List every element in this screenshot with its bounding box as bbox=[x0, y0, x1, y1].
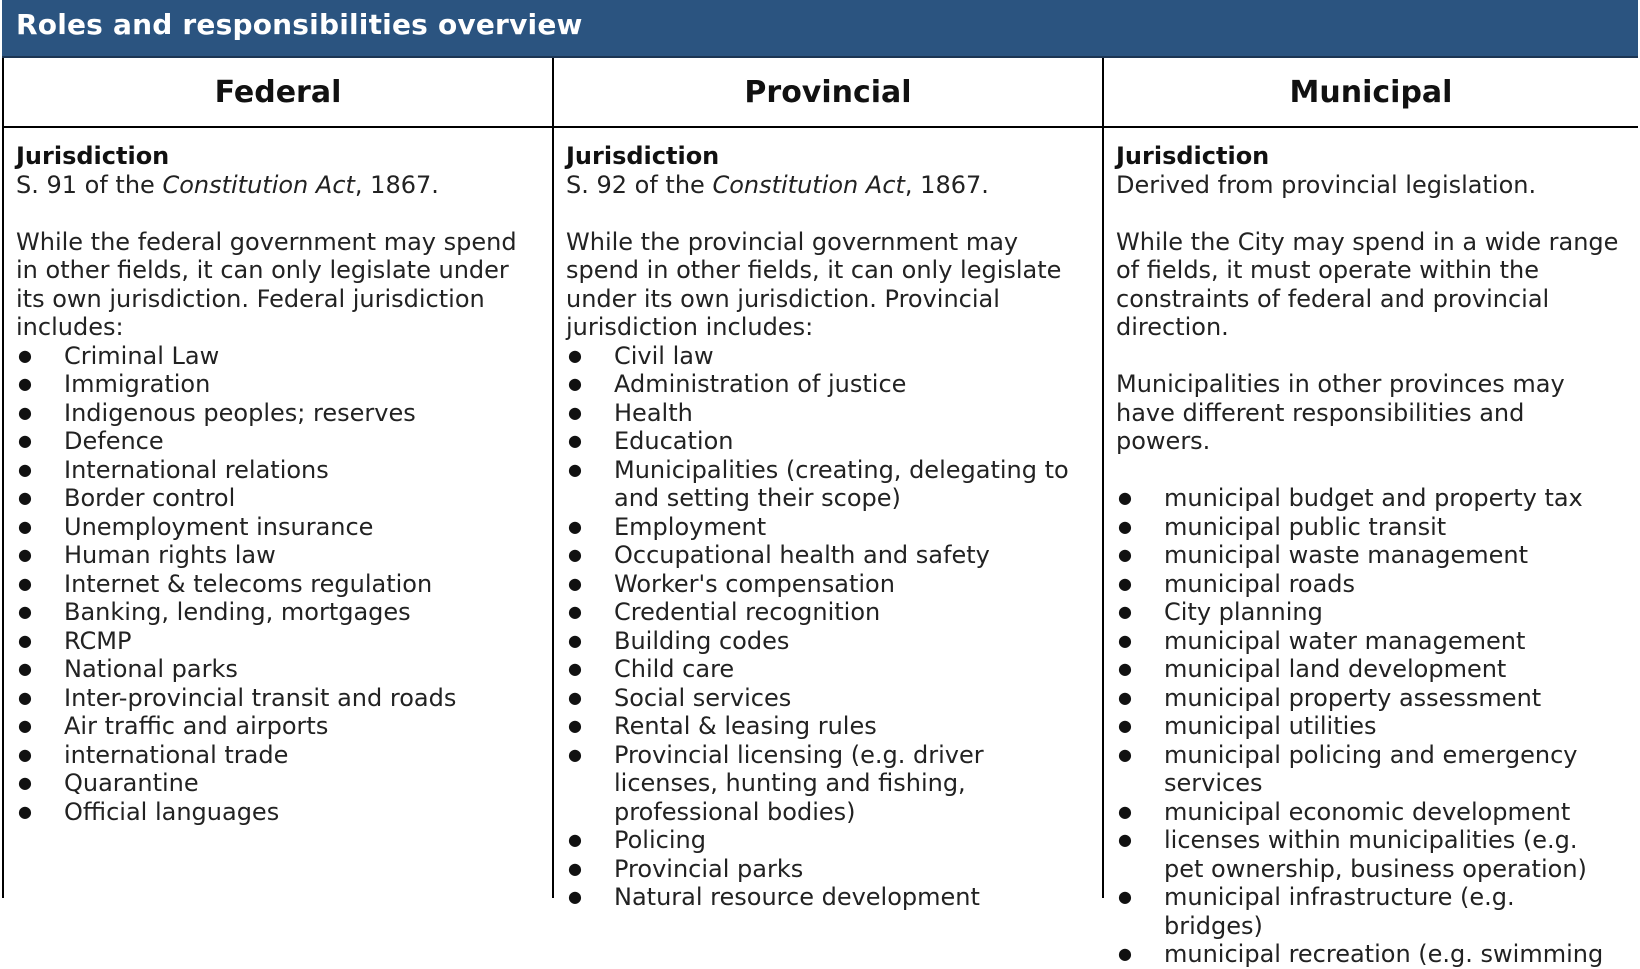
federal-list-item: ● Immigration bbox=[16, 370, 540, 399]
municipal-list bbox=[1116, 484, 1626, 969]
provincial-source-suffix: , 1867. bbox=[904, 170, 989, 199]
municipal-list-item: ● municipal roads bbox=[1116, 570, 1609, 599]
provincial-list-item: ● Occupational health and safety bbox=[566, 541, 1084, 570]
municipal-list-item: ● municipal policing and emergency services bbox=[1116, 741, 1609, 798]
municipal-list-item: ● municipal waste management bbox=[1116, 541, 1609, 570]
provincial-list-item: ● Health bbox=[566, 399, 1084, 428]
federal-source bbox=[16, 171, 540, 200]
municipal-list-item: ● City planning bbox=[1116, 598, 1609, 627]
municipal-heading: Municipal bbox=[1289, 74, 1453, 110]
provincial-list-item: ● Provincial licensing (e.g. driver licenses, hunting and fishing, professional bodies) bbox=[566, 741, 1084, 827]
provincial-source bbox=[566, 171, 1090, 200]
federal-list-item: ● Official languages bbox=[16, 798, 540, 827]
provincial-list-item: ● Administration of justice bbox=[566, 370, 1084, 399]
federal-list-item: ● Border control bbox=[16, 484, 540, 513]
provincial-list-item: ● Rental & leasing rules bbox=[566, 712, 1084, 741]
federal-body bbox=[4, 128, 552, 826]
municipal-list-item: ● licenses within municipalities (e.g. pet ownership, business operation) bbox=[1116, 826, 1609, 883]
provincial-list bbox=[566, 342, 1090, 912]
federal-description: While the federal government may spend in other fields, it can only legislate under its own jurisdiction. Federal jurisdiction includes: bbox=[16, 227, 517, 341]
provincial-list-item: ● Employment bbox=[566, 513, 1084, 542]
federal-list bbox=[16, 342, 540, 827]
provincial-header bbox=[554, 58, 1102, 128]
municipal-note: Municipalities in other provinces may have different responsibilities and powers. bbox=[1116, 370, 1565, 455]
municipal-list-item: ● municipal infrastructure (e.g. bridges) bbox=[1116, 883, 1609, 940]
federal-list-item: ● international trade bbox=[16, 741, 540, 770]
federal-list-item: ● Indigenous peoples; reserves bbox=[16, 399, 540, 428]
federal-list-item: ● Internet & telecoms regulation bbox=[16, 570, 540, 599]
municipal-list-item: ● municipal property assessment bbox=[1116, 684, 1609, 713]
provincial-list-item: ● Child care bbox=[566, 655, 1084, 684]
federal-header bbox=[4, 58, 552, 128]
municipal-source: Derived from provincial legislation. bbox=[1116, 170, 1537, 199]
federal-list-item: ● Human rights law bbox=[16, 541, 540, 570]
federal-list-item: ● Defence bbox=[16, 427, 540, 456]
provincial-body bbox=[554, 128, 1102, 912]
federal-source-prefix: S. 91 of the bbox=[16, 170, 163, 199]
federal-list-item: ● Air traffic and airports bbox=[16, 712, 540, 741]
provincial-column bbox=[554, 58, 1104, 911]
provincial-list-item: ● Worker's compensation bbox=[566, 570, 1084, 599]
federal-column bbox=[4, 58, 554, 898]
provincial-description: While the provincial government may spend in other fields, it can only legislate under its own jurisdiction. Provincial jurisdiction includes: bbox=[566, 227, 1062, 341]
provincial-list-item: ● Civil law bbox=[566, 342, 1084, 371]
municipal-header bbox=[1104, 58, 1638, 128]
federal-list-item: ● National parks bbox=[16, 655, 540, 684]
federal-source-act: Constitution Act bbox=[162, 170, 355, 199]
federal-list-item: ● RCMP bbox=[16, 627, 540, 656]
provincial-list-item: ● Social services bbox=[566, 684, 1084, 713]
provincial-list-item: ● Education bbox=[566, 427, 1084, 456]
municipal-list-item: ● municipal economic development bbox=[1116, 798, 1609, 827]
page-title: Roles and responsibilities overview bbox=[16, 8, 583, 41]
provincial-list-item: ● Provincial parks bbox=[566, 855, 1084, 884]
federal-list-item: ● Criminal Law bbox=[16, 342, 540, 371]
provincial-list-item: ● Natural resource development bbox=[566, 883, 1084, 912]
municipal-list-item: ● municipal public transit bbox=[1116, 513, 1609, 542]
federal-list-item: ● Quarantine bbox=[16, 769, 540, 798]
municipal-list-item: ● municipal recreation (e.g. swimming bbox=[1116, 940, 1609, 969]
roles-table bbox=[2, 58, 1638, 968]
federal-list-item: ● Banking, lending, mortgages bbox=[16, 598, 540, 627]
federal-source-suffix: , 1867. bbox=[354, 170, 439, 199]
municipal-body bbox=[1104, 128, 1638, 969]
provincial-jurisdiction-label: Jurisdiction bbox=[566, 142, 720, 170]
federal-heading: Federal bbox=[214, 74, 342, 110]
provincial-list-item: ● Credential recognition bbox=[566, 598, 1084, 627]
title-banner bbox=[2, 0, 1638, 58]
federal-jurisdiction-label: Jurisdiction bbox=[16, 142, 170, 170]
provincial-list-item: ● Municipalities (creating, delegating to and setting their scope) bbox=[566, 456, 1084, 513]
municipal-jurisdiction-label: Jurisdiction bbox=[1116, 142, 1270, 170]
provincial-source-act: Constitution Act bbox=[712, 170, 905, 199]
municipal-list-item: ● municipal budget and property tax bbox=[1116, 484, 1609, 513]
municipal-list-item: ● municipal utilities bbox=[1116, 712, 1609, 741]
municipal-column bbox=[1104, 58, 1638, 968]
municipal-list-item: ● municipal land development bbox=[1116, 655, 1609, 684]
federal-list-item: ● Unemployment insurance bbox=[16, 513, 540, 542]
federal-list-item: ● International relations bbox=[16, 456, 540, 485]
provincial-source-prefix: S. 92 of the bbox=[566, 170, 713, 199]
provincial-list-item: ● Policing bbox=[566, 826, 1084, 855]
provincial-heading: Provincial bbox=[744, 74, 912, 110]
provincial-list-item: ● Building codes bbox=[566, 627, 1084, 656]
municipal-description: While the City may spend in a wide range of fields, it must operate within the constraints of federal and provincial direction. bbox=[1116, 227, 1619, 341]
municipal-list-item: ● municipal water management bbox=[1116, 627, 1609, 656]
federal-list-item: ● Inter-provincial transit and roads bbox=[16, 684, 540, 713]
